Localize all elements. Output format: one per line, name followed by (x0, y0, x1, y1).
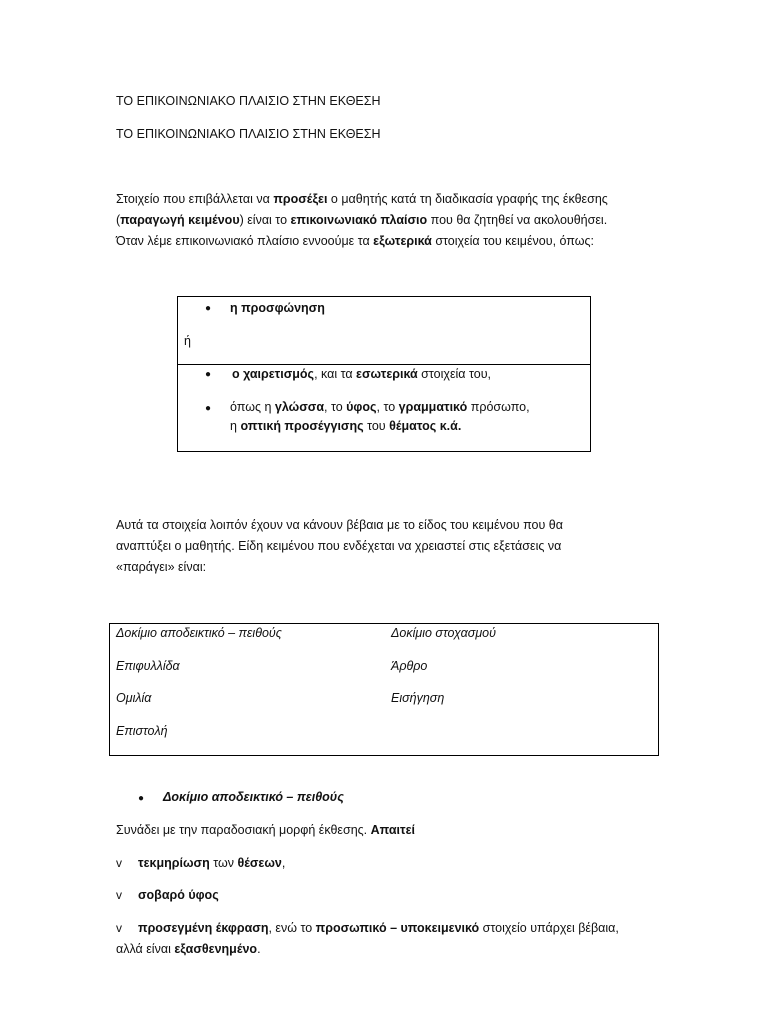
document-title: ΤΟ ΕΠΙΚΟΙΝΩΝΙΑΚΟ ΠΛΑΙΣΙΟ ΣΤΗΝ ΕΚΘΕΣΗ (116, 127, 381, 141)
bullet-icon: ● (138, 793, 145, 804)
requirement-item-cont: αλλά είναι εξασθενημένο. (116, 942, 261, 956)
bullet-icon: ● (205, 403, 212, 414)
checkmark-icon: v (116, 888, 122, 902)
bullet-icon: ● (205, 303, 212, 314)
box-or-label: ή (184, 334, 191, 348)
requirement-item: σοβαρό ύφος (138, 888, 219, 902)
section-heading: Δοκίμιο αποδεικτικό – πειθούς (163, 790, 344, 804)
requirement-item: προσεγμένη έκφραση, ενώ το προσωπικό – υποκειμενικό στοιχείο υπάρχει βέβαια, (138, 921, 619, 935)
table-cell: Ομιλία (116, 691, 152, 705)
intro-line-2: (παραγωγή κειμένου) είναι το επικοινωνιακό πλαίσιο που θα ζητηθεί να ακολουθήσει. (116, 213, 608, 227)
bullet-icon: ● (205, 369, 212, 380)
intro-line-1: Στοιχείο που επιβάλλεται να προσέξει ο μαθητής κατά τη διαδικασία γραφής της έκθεσης (116, 192, 608, 206)
box-item-language-cont: η οπτική προσέγγισης του θέματος κ.ά. (230, 419, 462, 433)
checkmark-icon: v (116, 921, 122, 935)
text-types-paragraph: Αυτά τα στοιχεία λοιπόν έχουν να κάνουν βέβαια με το είδος του κειμένου που θα αναπτύξει ο μαθητής. Είδη κειμένου που ενδέχεται να χρειαστεί στις εξετάσεις να «παράγει» είναι: (116, 518, 563, 574)
table-cell: Δοκίμιο στοχασμού (391, 626, 496, 640)
requirement-item: τεκμηρίωση των θέσεων, (138, 856, 286, 870)
table-cell: Επιστολή (116, 724, 168, 738)
table-cell: Εισήγηση (391, 691, 445, 705)
box-item-address: η προσφώνηση (230, 301, 325, 315)
section-intro: Συνάδει με την παραδοσιακή μορφή έκθεσης. Απαιτεί (116, 823, 416, 837)
box-divider (178, 364, 590, 365)
table-cell: Άρθρο (391, 659, 428, 673)
context-elements-box (177, 296, 591, 452)
table-cell: Δοκίμιο αποδεικτικό – πειθούς (116, 626, 282, 640)
checkmark-icon: v (116, 856, 122, 870)
text-types-table (109, 623, 659, 756)
intro-paragraph (116, 189, 656, 252)
document-heading: ΤΟ ΕΠΙΚΟΙΝΩΝΙΑΚΟ ΠΛΑΙΣΙΟ ΣΤΗΝ ΕΚΘΕΣΗ (116, 94, 381, 108)
box-item-greeting: ο χαιρετισμός, και τα εσωτερικά στοιχεία του, (232, 367, 492, 381)
table-cell: Επιφυλλίδα (116, 659, 180, 673)
intro-line-3: Όταν λέμε επικοινωνιακό πλαίσιο εννοούμε τα εξωτερικά στοιχεία του κειμένου, όπως: (116, 234, 594, 248)
box-item-language: όπως η γλώσσα, το ύφος, το γραμματικό πρόσωπο, (230, 400, 530, 414)
